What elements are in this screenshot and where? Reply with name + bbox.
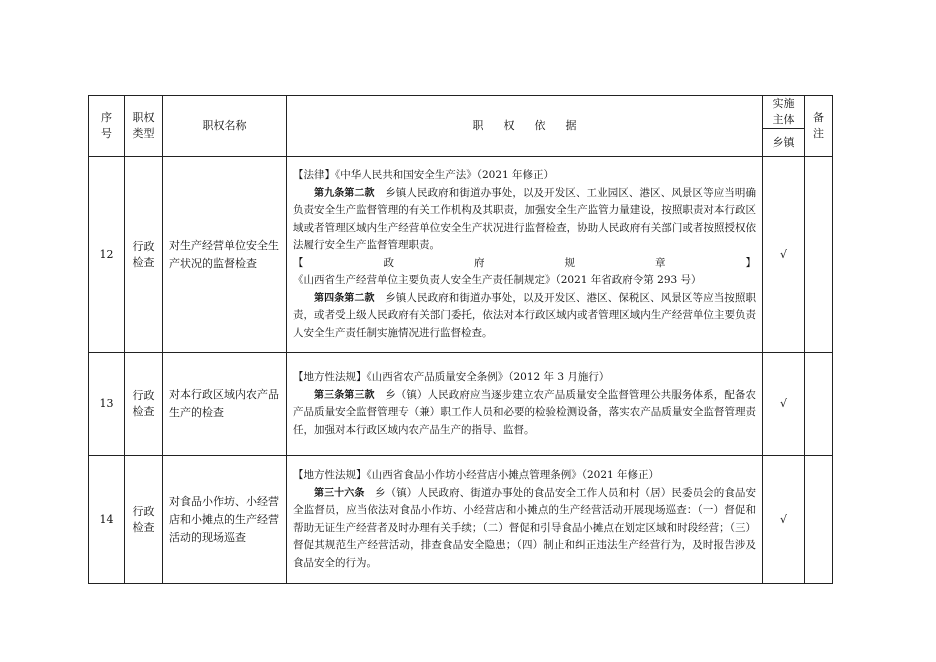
row-note — [805, 456, 833, 584]
header-seq: 序号 — [89, 96, 125, 157]
basis-text: 《山西省食品小作坊小经营店小摊点管理条例》（2021 年修正） — [366, 469, 660, 481]
basis-text: 乡镇人民政府和街道办事处，以及开发区、工业园区、港区、风景区等应当明确负责安全生产监督管理的有关工作机构及其职责，加强安全生产监管力量建设，按照职责对本行政区域或者管理区域内生产经营单位安全生产状况进行监督检查，协助人民政府有关部门或者按照授权依法履行安全生产监督管理职责。 — [293, 186, 757, 251]
row-type: 行政检查 — [125, 157, 163, 353]
basis-article: 第四条第二款 — [314, 292, 375, 304]
row-basis — [287, 157, 763, 353]
row-basis — [287, 353, 763, 456]
basis-tag: 【政府规章】 — [293, 256, 756, 269]
table-row — [89, 456, 833, 584]
row-type: 行政检查 — [125, 456, 163, 584]
row-basis — [287, 456, 763, 584]
row-name: 对本行政区域内农产品生产的检查 — [163, 353, 287, 456]
row-type: 行政检查 — [125, 353, 163, 456]
basis-tag: 【地方性法规】 — [293, 371, 367, 383]
basis-text: 乡（镇）人民政府应当逐步建立农产品质量安全监督管理公共服务体系，配备农产品质量安全监督管理专（兼）职工作人员和必要的检验检测设备，落实农产品质量安全监督管理责任，加强对本行政区域内农产品生产的指导、监督。 — [293, 388, 757, 436]
row-check: √ — [763, 456, 805, 584]
basis-article: 第三条第三款 — [314, 389, 375, 401]
row-note — [805, 157, 833, 353]
row-seq: 12 — [89, 157, 125, 353]
row-name: 对生产经营单位安全生产状况的监督检查 — [163, 157, 287, 353]
basis-article: 第三十六条 — [314, 487, 365, 499]
header-row — [89, 96, 833, 129]
row-seq: 14 — [89, 456, 125, 584]
row-note — [805, 353, 833, 456]
header-subject: 实施主体 — [763, 96, 805, 129]
row-check: √ — [763, 353, 805, 456]
header-note: 备注 — [805, 96, 833, 157]
basis-tag: 【法律】 — [293, 169, 335, 181]
basis-text: 《中华人民共和国安全生产法》（2021 年修正） — [335, 169, 555, 181]
header-name: 职权名称 — [163, 96, 287, 157]
basis-text: 乡镇人民政府和街道办事处，以及开发区、港区、保税区、风景区等应当按照职责，或者受上级人民政府有关部门委托，依法对本行政区域内或者管理区域内生产经营单位主要负责人安全生产责任制实施情况进行监督检查。 — [293, 291, 757, 339]
row-check: √ — [763, 157, 805, 353]
table-row — [89, 157, 833, 353]
table-row — [89, 353, 833, 456]
basis-text: 《山西省农产品质量安全条例》（2012 年 3 月施行） — [366, 371, 610, 383]
row-seq: 13 — [89, 353, 125, 456]
authority-table — [88, 95, 833, 584]
header-type: 职权类型 — [125, 96, 163, 157]
basis-article: 第九条第二款 — [314, 187, 375, 199]
header-subject-township: 乡镇 — [763, 129, 805, 157]
header-basis: 职权依据 — [287, 96, 763, 157]
basis-text: 《山西省生产经营单位主要负责人安全生产责任制规定》（2021 年省政府令第 293 号） — [293, 274, 702, 286]
row-name: 对食品小作坊、小经营店和小摊点的生产经营活动的现场巡查 — [163, 456, 287, 584]
basis-text: 乡（镇）人民政府、街道办事处的食品安全工作人员和村（居）民委员会的食品安全监督员，应当依法对食品小作坊、小经营店和小摊点的生产经营活动开展现场巡查：（一）督促和帮助无证生产经营者及时办理有关手续；（二）督促和引导食品小摊点在划定区域和时段经营；（三）督促其规范生产经营活动，排查食品安全隐患；（四）制止和纠正违法生产经营行为，及时报告涉及食品安全的行为。 — [293, 486, 757, 569]
basis-tag: 【地方性法规】 — [293, 469, 367, 481]
